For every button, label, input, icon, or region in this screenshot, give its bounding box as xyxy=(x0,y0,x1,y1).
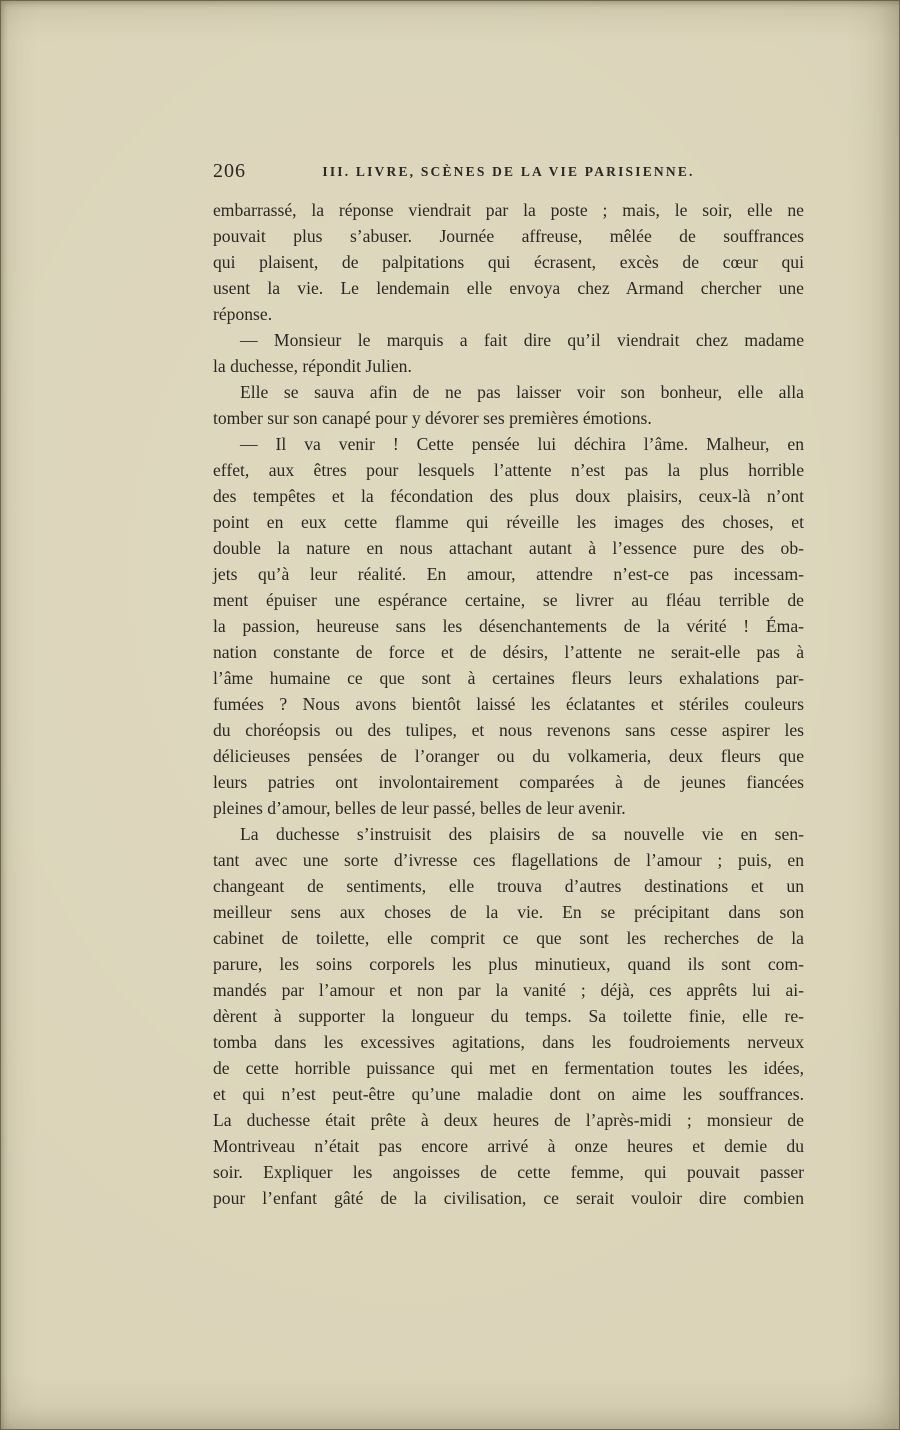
text-line: pour l’enfant gâté de la civilisation, ce serait vouloir dire combien xyxy=(213,1188,804,1208)
text-line: — Il va venir ! Cette pensée lui déchira l’âme. Malheur, en xyxy=(240,434,804,454)
text-line: délicieuses pensées de l’oranger ou du volkameria, deux fleurs que xyxy=(213,746,804,766)
text-line: mandés par l’amour et non par la vanité ; déjà, ces apprêts lui ai- xyxy=(213,980,804,1000)
text-line: La duchesse était prête à deux heures de l’après-midi ; monsieur de xyxy=(213,1110,804,1130)
text-line: fumées ? Nous avons bientôt laissé les éclatantes et stériles couleurs xyxy=(213,694,804,714)
text-line: tant avec une sorte d’ivresse ces flagellations de l’amour ; puis, en xyxy=(213,850,804,870)
text-line: La duchesse s’instruisit des plaisirs de sa nouvelle vie en sen- xyxy=(240,824,804,844)
text-line: soir. Expliquer les angoisses de cette femme, qui pouvait passer xyxy=(213,1162,804,1182)
text-block xyxy=(213,160,804,1211)
running-title: III. LIVRE, SCÈNES DE LA VIE PARISIENNE. xyxy=(322,164,695,179)
page-number: 206 xyxy=(213,160,246,182)
text-line: tomber sur son canapé pour y dévorer ses premières émotions. xyxy=(213,408,652,428)
text-line: pouvait plus s’abuser. Journée affreuse, mêlée de souffrances xyxy=(213,226,804,246)
text-line: — Monsieur le marquis a fait dire qu’il viendrait chez madame xyxy=(240,330,804,350)
text-line: cabinet de toilette, elle comprit ce que sont les recherches de la xyxy=(213,928,804,948)
text-line: des tempêtes et la fécondation des plus doux plaisirs, ceux-là n’ont xyxy=(213,486,804,506)
text-line: et qui n’est peut-être qu’une maladie dont on aime les souffrances. xyxy=(213,1084,804,1104)
text-line: jets qu’à leur réalité. En amour, attendre n’est-ce pas incessam- xyxy=(213,564,804,584)
text-line: nation constante de force et de désirs, l’attente ne serait-elle pas à xyxy=(213,642,804,662)
text-line: l’âme humaine ce que sont à certaines fleurs leurs exhalations par- xyxy=(213,668,804,688)
page-header xyxy=(213,160,804,184)
text-line: effet, aux êtres pour lesquels l’attente n’est pas la plus horrible xyxy=(213,460,804,480)
text-line: de cette horrible puissance qui met en fermentation toutes les idées, xyxy=(213,1058,804,1078)
text-line: du choréopsis ou des tulipes, et nous revenons sans cesse aspirer les xyxy=(213,720,804,740)
text-line: Montriveau n’était pas encore arrivé à onze heures et demie du xyxy=(213,1136,804,1156)
text-line: qui plaisent, de palpitations qui écrasent, excès de cœur qui xyxy=(213,252,804,272)
text-line: la duchesse, répondit Julien. xyxy=(213,356,412,376)
text-line: usent la vie. Le lendemain elle envoya chez Armand chercher une xyxy=(213,278,804,298)
text-line: Elle se sauva afin de ne pas laisser voir son bonheur, elle alla xyxy=(240,382,804,402)
text-line: pleines d’amour, belles de leur passé, belles de leur avenir. xyxy=(213,798,626,818)
text-line: embarrassé, la réponse viendrait par la poste ; mais, le soir, elle ne xyxy=(213,200,804,220)
text-line: tomba dans les excessives agitations, dans les foudroiements nerveux xyxy=(213,1032,804,1052)
text-line: parure, les soins corporels les plus minutieux, quand ils sont com- xyxy=(213,954,804,974)
text-line: point en eux cette flamme qui réveille les images des choses, et xyxy=(213,512,804,532)
text-line: changeant de sentiments, elle trouva d’autres destinations et un xyxy=(213,876,804,896)
text-line: réponse. xyxy=(213,304,273,324)
text-line: ment épuiser une espérance certaine, se livrer au fléau terrible de xyxy=(213,590,804,610)
text-line: dèrent à supporter la longueur du temps. Sa toilette finie, elle re- xyxy=(213,1006,804,1026)
text-line: leurs patries ont involontairement comparées à de jeunes fiancées xyxy=(213,772,804,792)
text-line: la passion, heureuse sans les désenchantements de la vérité ! Éma- xyxy=(213,616,804,636)
text-line: double la nature en nous attachant autant à l’essence pure des ob- xyxy=(213,538,804,558)
text-line: meilleur sens aux choses de la vie. En se précipitant dans son xyxy=(213,902,804,922)
body-text xyxy=(213,197,804,1211)
